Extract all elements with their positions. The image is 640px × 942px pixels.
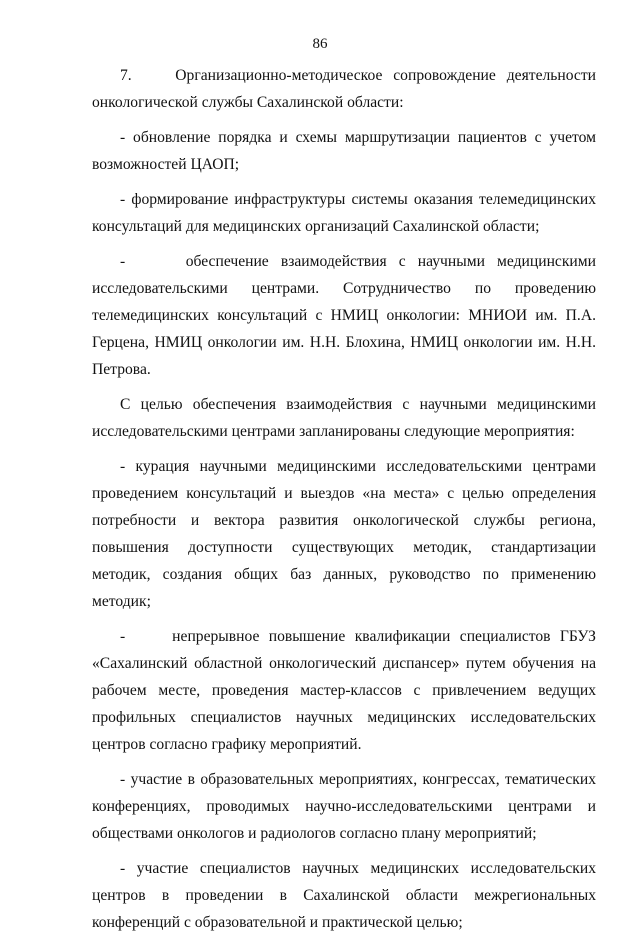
list-item: - участие специалистов научных медицинских исследовательских центров в проведении в Сахалинской области межрегиональных конференций с образовательной и практической целью; [92,860,596,931]
page-number: 86 [312,36,328,52]
list-item: - формирование инфраструктуры системы оказания телемедицинских консультаций для медицинских организаций Сахалинской области; [92,191,596,235]
section-heading: 7. Организационно-методическое сопровождение деятельности онкологической службы Сахалинской области: [92,67,596,111]
body-paragraph: С целью обеспечения взаимодействия с научными медицинскими исследовательскими центрами запланированы следующие мероприятия: [92,396,596,440]
document-body [92,62,596,942]
list-item: - курация научными медицинскими исследовательскими центрами проведением консультаций и выездов «на места» с целью определения потребности и вектора развития онкологической службы региона, повышения доступности существующих методик, стандартизации методик, создания общих баз данных, руководство по применению методик; [92,458,596,610]
list-item: - участие в образовательных мероприятиях, конгрессах, тематических конференциях, проводимых научно-исследовательскими центрами и обществами онкологов и радиологов согласно плану мероприятий; [92,771,596,842]
list-item: - обеспечение взаимодействия с научными медицинскими исследовательскими центрами. Сотрудничество по проведению телемедицинских консультаций с НМИЦ онкологии: МНИОИ им. П.А. Герцена, НМИЦ онкологии им. Н.Н. Блохина, НМИЦ онкологии им. Н.Н. Петрова. [92,253,596,378]
list-item: - непрерывное повышение квалификации специалистов ГБУЗ «Сахалинский областной онкологический диспансер» путем обучения на рабочем месте, проведения мастер-классов с привлечением ведущих профильных специалистов научных медицинских исследовательских центров согласно графику мероприятий. [92,628,596,753]
list-item: - обновление порядка и схемы маршрутизации пациентов с учетом возможностей ЦАОП; [92,129,596,173]
